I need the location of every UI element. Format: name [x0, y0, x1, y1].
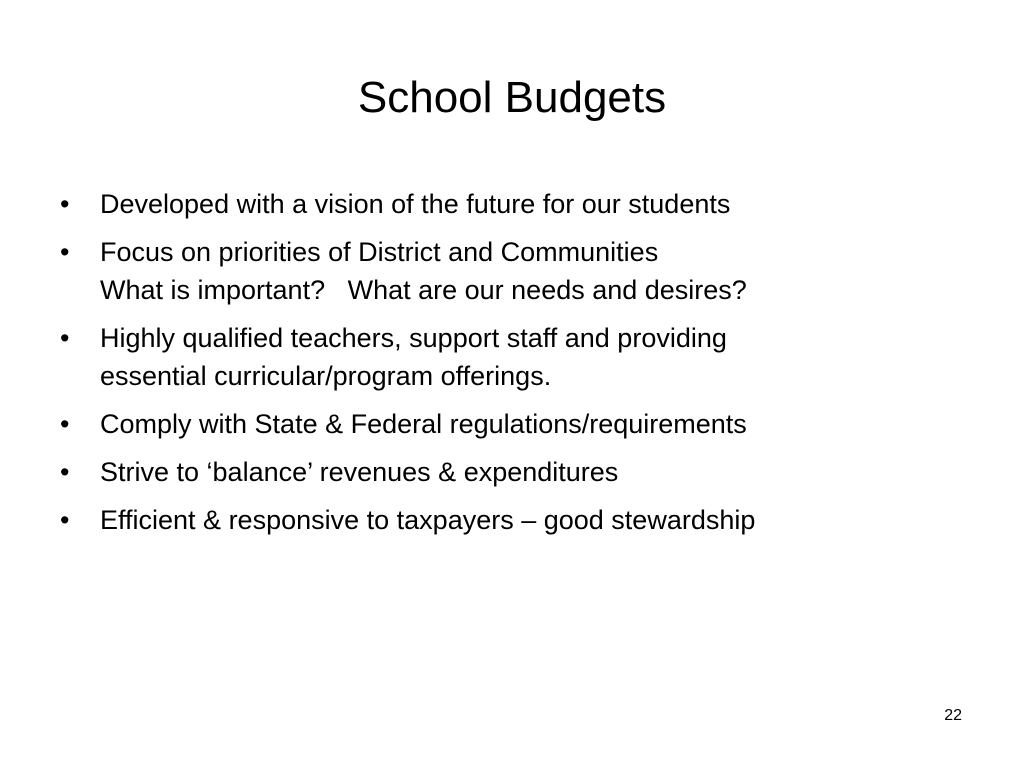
bullet-icon: •: [60, 323, 70, 353]
bullet-text: [100, 185, 730, 223]
bullet-text: [100, 319, 727, 395]
bullet-icon: •: [60, 409, 70, 439]
bullet-line: Strive to ‘balance’ revenues & expenditures: [100, 457, 619, 487]
bullet-text: [100, 233, 747, 309]
bullet-item: [58, 501, 978, 539]
bullet-item: [58, 233, 978, 309]
bullet-line: essential curricular/program offerings.: [100, 361, 552, 391]
bullet-list: [58, 185, 978, 549]
bullet-icon: •: [60, 189, 70, 219]
bullet-text: [100, 501, 755, 539]
bullet-line: Efficient & responsive to taxpayers – good stewardship: [100, 505, 756, 535]
bullet-line: Developed with a vision of the future for our students: [100, 189, 731, 219]
bullet-item: [58, 453, 978, 491]
bullet-line: Comply with State & Federal regulations/requirements: [100, 409, 747, 439]
bullet-line: Focus on priorities of District and Communities: [100, 237, 659, 267]
bullet-icon: •: [60, 237, 70, 267]
slide-title: School Budgets: [357, 73, 667, 122]
bullet-text: [100, 453, 618, 491]
bullet-item: [58, 405, 978, 443]
bullet-icon: •: [60, 457, 70, 487]
page-number: 22: [944, 707, 962, 724]
bullet-line: What is important? What are our needs and desires?: [100, 275, 747, 305]
bullet-icon: •: [60, 505, 70, 535]
bullet-text: [100, 405, 747, 443]
bullet-line: Highly qualified teachers, support staff and providing: [100, 323, 727, 353]
bullet-item: [58, 185, 978, 223]
bullet-item: [58, 319, 978, 395]
